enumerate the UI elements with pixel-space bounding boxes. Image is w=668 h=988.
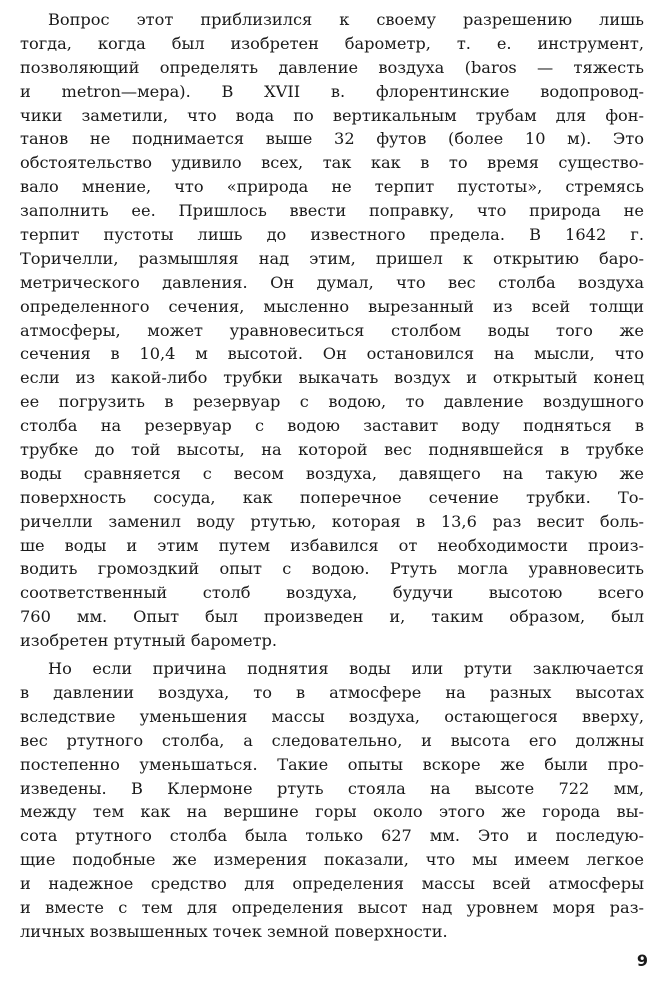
text-line: воды сравняется с весом воздуха, давящего на такую же (20, 463, 644, 483)
body-text (20, 8, 644, 944)
text-line: позволяющий определять давление воздуха (baros — тяжесть (20, 57, 644, 77)
text-line: столба на резервуар с водою заставит воду подняться в (20, 416, 644, 436)
text-line: поверхность сосуда, как поперечное сечение трубки. То- (20, 487, 644, 507)
text-line: трубке до той высоты, на которой вес поднявшейся в трубке (20, 440, 644, 460)
text-line: метрического давления. Он думал, что вес столба воздуха (20, 272, 644, 292)
text-line: ше воды и этим путем избавился от необходимости произ- (20, 535, 644, 555)
text-line: щие подобные же измерения показали, что мы имеем легкое (20, 850, 644, 870)
text-line: Но если причина поднятия воды или ртути заключается (48, 659, 644, 679)
text-line: танов не поднимается выше 32 футов (более 10 м). Это (20, 129, 644, 149)
text-line: Торичелли, размышляя над этим, пришел к открытию баро- (20, 248, 644, 268)
text-line: тогда, когда был изобретен барометр, т. е. инструмент, (20, 33, 644, 53)
text-line: соответственный столб воздуха, будучи высотою всего (20, 583, 644, 603)
text-line: Вопрос этот приблизился к своему разрешению лишь (48, 10, 644, 29)
text-line: в давлении воздуха, то в атмосфере на разных высотах (20, 682, 644, 702)
text-line: терпит пустоты лишь до известного предела. В 1642 г. (20, 225, 644, 245)
text-line: сечения в 10,4 м высотой. Он остановился на мысли, что (20, 344, 644, 364)
text-line: атмосферы, может уравновеситься столбом воды того же (20, 320, 644, 340)
text-line: изобретен ртутный барометр. (20, 631, 278, 651)
text-line: обстоятельство удивило всех, так как в то время существо- (20, 153, 644, 173)
text-line: чики заметили, что вода по вертикальным трубам для фон- (20, 105, 644, 125)
paragraph (20, 657, 644, 944)
text-line: и надежное средство для определения массы всей атмосферы (20, 874, 644, 894)
text-line: водить громоздкий опыт с водою. Ртуть могла уравновесить (20, 559, 644, 579)
text-line: 760 мм. Опыт был произведен и, таким образом, был (20, 607, 644, 627)
text-line: между тем как на вершине горы около этого же города вы- (20, 802, 644, 822)
text-line: постепенно уменьшаться. Такие опыты вскоре же были про- (20, 754, 644, 774)
paragraph (20, 8, 644, 653)
text-line: ричелли заменил воду ртутью, которая в 13,6 раз весит боль- (20, 511, 644, 531)
text-line: изведены. В Клермоне ртуть стояла на высоте 722 мм, (20, 778, 644, 798)
text-line: заполнить ее. Пришлось ввести поправку, что природа не (20, 201, 644, 221)
text-line: и вместе с тем для определения высот над уровнем моря раз- (20, 897, 644, 917)
text-line: и metron—мера). В XVII в. флорентинские водопровод- (20, 81, 644, 101)
page-number: 9 (636, 951, 648, 970)
text-line: ее погрузить в резервуар с водою, то давление воздушного (20, 392, 644, 412)
text-line: вследствие уменьшения массы воздуха, остающегося вверху, (20, 706, 644, 726)
text-line: личных возвышенных точек земной поверхности. (20, 921, 448, 941)
text-line: определенного сечения, мысленно вырезанный из всей толщи (20, 296, 644, 316)
text-line: если из какой-либо трубки выкачать воздух и открытый конец (20, 368, 644, 388)
text-line: вес ртутного столба, а следовательно, и высота его должны (20, 730, 644, 750)
text-line: сота ртутного столба была только 627 мм. Это и последую- (20, 826, 644, 846)
text-line: вало мнение, что «природа не терпит пустоты», стремясь (20, 177, 644, 197)
